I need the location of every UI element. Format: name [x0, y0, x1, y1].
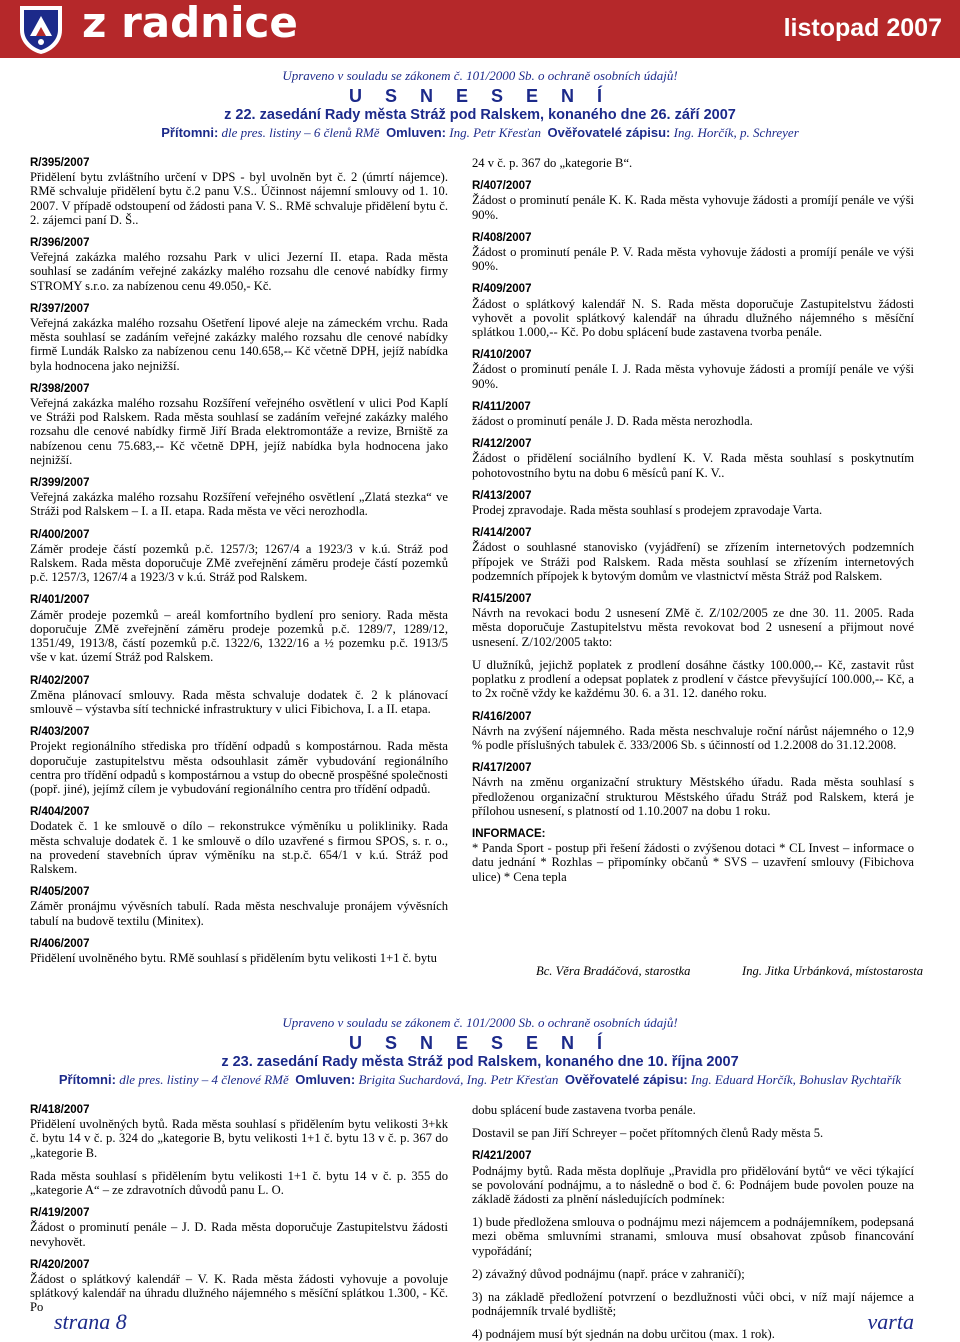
resolution-id: R/418/2007: [30, 1104, 90, 1116]
resolution-text: 3) na základě předložení potvrzení o bezdlužnosti vůči obci, v níž mají nájemce a podnájemník trvalé bydliště;: [472, 1290, 914, 1319]
resolution-text: Žádost o prominutí penále P. V. Rada města vyhovuje žádosti a promíjí penále ve výši 90%.: [472, 245, 914, 274]
attendance-value: dle pres. listiny – 4 členové RMě: [119, 1072, 289, 1087]
resolution-text: Žádost o prominutí penále K. K. Rada města vyhovuje žádosti a promíjí penále ve výši 90%.: [472, 193, 914, 222]
resolution-id: R/407/2007: [472, 180, 532, 193]
session2-right-column: [472, 1103, 914, 1342]
legal-notice-2: Upraveno v souladu se zákonem č. 101/2000 Sb. o ochraně osobních údajů!: [282, 1015, 678, 1030]
resolution-text: Dodatek č. 1 ke smlouvě o dílo – rekonstrukce výměníku u polikliniky. Rada města schvaluje dodatek č. 1 ke smlouvě o dílo uzavřené s firmou SPOS, s. r. o., na provedení stavebních úprav výměníku na st.p.č. 654/1 v k.ú. Stráž pod Ralskem.: [30, 819, 448, 876]
resolution-id: R/410/2007: [472, 349, 532, 362]
verifiers-label: Ověřovatelé zápisu:: [564, 1072, 688, 1087]
resolution-id: R/406/2007: [30, 937, 90, 950]
resolution-heading: U S N E S E N Í: [348, 86, 612, 106]
resolution-id: R/412/2007: [472, 438, 532, 451]
resolution-id: R/398/2007: [30, 382, 90, 395]
resolution-id: R/409/2007: [472, 283, 532, 296]
verifiers-value: Ing. Horčík, p. Schreyer: [673, 125, 799, 140]
attendance-label: Přítomni:: [161, 125, 219, 140]
resolution-id: R/396/2007: [30, 237, 90, 250]
resolution-text: Žádost o splátkový kalendář – V. K. Rada města žádosti vyhovuje a povoluje splátkový kalendář na úhradu dlužného nájemného s měsíční splátkou 1.300, - Kč. Po: [30, 1272, 448, 1315]
resolution-text: Žádost o přidělení sociálního bydlení K. V. Rada města souhlasí s poskytnutím pohotovostního bytu na dobu 6 měsíců paní K. V..: [472, 451, 914, 480]
resolution-text: Žádost o souhlasné stanovisko (vyjádření) se zřízením internetových podzemních přípojek ve Stráži pod Ralskem. Rada města souhlasí se zřízením internetových podzemních přípojek k bytovým domům ve vlastnictví města Stráž pod Ralskem.: [472, 540, 914, 583]
attendance-label: Přítomni:: [58, 1072, 116, 1087]
resolution-text: Záměr pronájmu vývěsních tabulí. Rada města neschvaluje pronájem vývěsních tabulí na budově textilu (Minitex).: [30, 899, 448, 928]
resolution-heading-2: U S N E S E N Í: [348, 1033, 612, 1053]
meeting-title-2: z 23. zasedání Rady města Stráž pod Ralskem, konaného dne 10. října 2007: [221, 1054, 739, 1070]
resolution-text: Návrh na zvýšení nájemného. Rada města neschvaluje roční nárůst nájemného o 12,9 % podle příslušných tabulek č. 333/2006 Sb. s účinností od 1.2.2008 do 31.12.2008.: [472, 723, 914, 752]
signature-vice-mayor: Ing. Jitka Urbánková, místostarosta: [742, 964, 924, 978]
page-number: strana 8: [54, 1309, 127, 1334]
resolution-text: Veřejná zakázka malého rozsahu Rozšíření veřejného osvětlení „Zlatá stezka“ ve Stráži pod Ralskem – I. a II. etapa. Rada města ve věci nerozhodla.: [30, 490, 448, 519]
absent-label: Omluven:: [295, 1072, 356, 1087]
resolution-text: * Panda Sport - postup při řešení žádosti o zvýšenou dotaci * CL Invest – informace o datu jednání * Rozhlas – připomínky občanů * SVS – uzavření smlouvy (Fibichova ulice) * Cena tepla: [472, 841, 914, 884]
resolution-text: Záměr prodeje pozemků – areál komfortního bydlení pro seniory. Rada města doporučuje ZMě zveřejnění záměru prodeje pozemků p.č. 1289/7, 1289/12, 1351/49, 1913/8, částí pozemků p.č. 1322/6, 1322/16 a ½ pozemku p.č. 1913/5 vše v kat. území Stráž pod Ralskem.: [30, 607, 448, 665]
resolution-id: R/417/2007: [472, 762, 532, 775]
resolution-id: R/414/2007: [472, 527, 532, 540]
resolution-id: R/397/2007: [30, 302, 90, 315]
resolution-text: Návrh na revokaci bodu 2 usnesení ZMě č. Z/102/2005 ze dne 30. 11. 2005. Rada města doporučuje Zastupitelstvu města revokovat bod 2 usnesení a přijmout nové usnesení. Z/102/2005 takto:: [472, 606, 914, 649]
resolution-id: R/403/2007: [30, 726, 90, 739]
resolution-text: Záměr prodeje částí pozemků p.č. 1257/3; 1267/4 a 1923/3 v k.ú. Stráž pod Ralskem. Rada města doporučuje ZMě zveřejnění záměru prodeje částí pozemků p.č. 1257/3, 1267/4 a 1923/3 v k.ú. Stráž pod Ralskem.: [30, 541, 448, 585]
resolution-id: R/408/2007: [472, 231, 532, 244]
resolution-text: 24 v č. p. 367 do „kategorie B“.: [472, 156, 633, 170]
resolution-text: Prodej zpravodaje. Rada města souhlasí s prodejem zpravodaje Varta.: [472, 503, 823, 518]
resolution-text: Dostavil se pan Jiří Schreyer – počet přítomných členů Rady města 5.: [472, 1126, 824, 1141]
resolution-text: 1) bude předložena smlouva o podnájmu mezi nájemcem a podnájemníkem, podepsaná mezi oběma smluvními stranami, smlouva musí obsahovat způsob financování vypořádání;: [472, 1215, 914, 1258]
section-title: z radnice: [82, 0, 298, 47]
magazine-name: varta: [867, 1309, 914, 1334]
resolution-id: R/416/2007: [472, 710, 532, 723]
resolution-id: R/402/2007: [30, 674, 90, 687]
resolution-id: R/405/2007: [30, 886, 90, 899]
resolution-id: R/404/2007: [30, 806, 90, 819]
resolution-text: Veřejná zakázka malého rozsahu Park v ulici Jezerní II. etapa. Rada města souhlasí se zadáním veřejné zakázky malého rozsahu dle cenové nabídky firmy STROMY s.r.o. za nabízenou cenu 49.050,- Kč.: [30, 250, 448, 293]
resolution-text: Projekt regionálního střediska pro třídění odpadů s kompostárnou. Rada města doporučuje zastupitelstvu města odsouhlasit záměr vybudování regionálního centra pro třídění odpadů s kompostárnou a vstup do obecně prospěšné společnosti (popř. jiné), jejímž cílem je vybudování regionálního centra pro třídění odpadů.: [30, 739, 448, 796]
resolution-id: R/411/2007: [472, 400, 531, 413]
absent-value: Ing. Petr Křesťan: [449, 125, 542, 140]
resolution-text: Změna plánovací smlouvy. Rada města schvaluje dodatek č. 2 k plánovací smlouvě – výstavba sítí technické infrastruktury v ulici Fibichova, I. a II. etapa.: [30, 687, 448, 716]
coat-of-arms-icon: [14, 2, 68, 56]
resolution-text: žádost o prominutí penále J. D. Rada města nerozhodla.: [472, 414, 753, 429]
resolution-text: 2) závažný důvod podnájmu (např. práce v zahraničí);: [472, 1266, 745, 1281]
resolution-text: Přidělení bytu zvláštního určení v DPS - byl uvolněn byt č. 2 (úmrtí nájemce). RMě schvaluje přidělení bytu č.2 panu V.S.. Účinnost nájemní smlouvy od 1. 10. 2007. V případě odstoupení od žádosti pana V. S.. RMě schvaluje přidělení bytu č. 2. zájemci paní D. Š..: [30, 170, 448, 227]
verifiers-value: Ing. Eduard Horčík, Bohuslav Rychtařík: [690, 1072, 902, 1087]
session1-right-column: [472, 156, 914, 884]
resolution-id: R/419/2007: [30, 1207, 90, 1220]
resolution-id: R/401/2007: [30, 594, 90, 607]
resolution-text: Návrh na změnu organizační struktury Městského úřadu. Rada města souhlasí s předloženou organizační strukturou Městského úřadu Stráž pod Ralskem, která je přílohou usnesení, s platností od 1.10.2007 na dobu 1 roku.: [472, 775, 914, 818]
resolution-id: INFORMACE:: [472, 827, 546, 840]
resolution-text: Žádost o prominutí penále I. J. Rada města vyhovuje žádosti a promíjí penále ve výši 90%.: [472, 362, 914, 391]
resolution-id: R/421/2007: [472, 1150, 532, 1163]
resolution-id: R/399/2007: [30, 477, 90, 490]
attendance-value: dle pres. listiny – 6 členů RMě: [221, 125, 380, 140]
resolution-text: 4) podnájem musí být sjednán na dobu určitou (max. 1 rok).: [472, 1327, 775, 1342]
header-banner: [0, 0, 960, 58]
resolution-text: Žádost o prominutí penále – J. D. Rada města doporučuje Zastupitelstvu žádosti nevyhovět.: [30, 1220, 448, 1249]
resolution-text: Žádost o splátkový kalendář N. S. Rada města doporučuje Zastupitelstvu žádosti vyhovět a povolit splátkový kalendář na úhradu dlužného nájemného s měsíční splátkou 1.000,-- Kč. Po dobu splácení bude zastavena tvorba penále.: [472, 296, 914, 340]
resolution-text: Veřejná zakázka malého rozsahu Rozšíření veřejného osvětlení v ulici Pod Kaplí ve Stráži pod Ralskem. Rada města souhlasí se zadáním veřejné zakázky malého rozsahu dle cenové nabídky firmě Jiří Brada elektromontáže a revize, Brniště za nabízenou cenu 75.683,-- Kč včetně DPH, jejíž nabídka byla hodnocena jako nejnižší.: [30, 396, 448, 467]
attendance-line-2: [0, 1072, 960, 1088]
session2-left-column: [30, 1103, 448, 1315]
session1-left-column: [30, 156, 448, 965]
issue-date: listopad 2007: [783, 14, 942, 42]
resolution-id: R/420/2007: [30, 1258, 90, 1271]
resolution-id: R/400/2007: [30, 528, 90, 541]
resolution-id: R/395/2007: [30, 157, 90, 169]
resolution-text: dobu splácení bude zastavena tvorba penále.: [472, 1103, 696, 1117]
resolution-text: Veřejná zakázka malého rozsahu Ošetření lipové aleje na zámeckém vrchu. Rada města souhlasí se zadáním veřejné zakázky malého rozsahu dle cenové nabídky firmě Lundák Ralsko za nabízenou cenu 140.658,-- Kč včetně DPH, jejíž nabídka byla hodnocena jako nejnižší.: [30, 316, 448, 373]
legal-notice: Upraveno v souladu se zákonem č. 101/2000 Sb. o ochraně osobních údajů!: [282, 68, 678, 83]
resolution-text: Přidělení uvolněných bytů. Rada města souhlasí s přidělením bytu velikosti 3+kk č. bytu 14 v č. p. 324 do „kategorie B, bytu velikosti 1+1 č. bytu 13 v č. p. 367 do „kategorie B.: [30, 1117, 448, 1160]
meeting-title: z 22. zasedání Rady města Stráž pod Ralskem, konaného dne 26. září 2007: [224, 107, 736, 123]
resolution-text: Podnájmy bytů. Rada města doplňuje „Pravidla pro přidělování bytů“ ve věci týkající se povolování podnájmu, a to následně o bod č. 6: Podnájem bude povolen pouze na základě žádosti za plnění následujících podmínek:: [472, 1163, 914, 1207]
verifiers-label: Ověřovatelé zápisu:: [547, 125, 671, 140]
resolution-text: Rada města souhlasí s přidělením bytu velikosti 1+1 č. bytu 14 v č. p. 355 do „kategorie A“ – ze zdravotních důvodů panu L. O.: [30, 1168, 448, 1198]
resolution-id: R/413/2007: [472, 489, 532, 502]
resolution-id: R/415/2007: [472, 593, 532, 606]
absent-label: Omluven:: [386, 125, 447, 140]
attendance-line: [0, 125, 960, 141]
resolution-text: U dlužníků, jejichž poplatek z prodlení dosáhne částky 100.000,-- Kč, zastavit růst poplatku z prodlení a odepsat poplatek z prodlení v částce převyšující 100.000,-- Kč, a to 2x ročně vždy ke každému 30. 6. a 31. 12. daného roku.: [472, 657, 914, 701]
signature-mayor: Bc. Věra Bradáčová, starostka: [536, 964, 691, 978]
absent-value: Brigita Suchardová, Ing. Petr Křesťan: [358, 1072, 559, 1087]
resolution-text: Přidělení uvolněného bytu. RMě souhlasí s přidělením bytu velikosti 1+1 č. bytu: [30, 950, 437, 965]
